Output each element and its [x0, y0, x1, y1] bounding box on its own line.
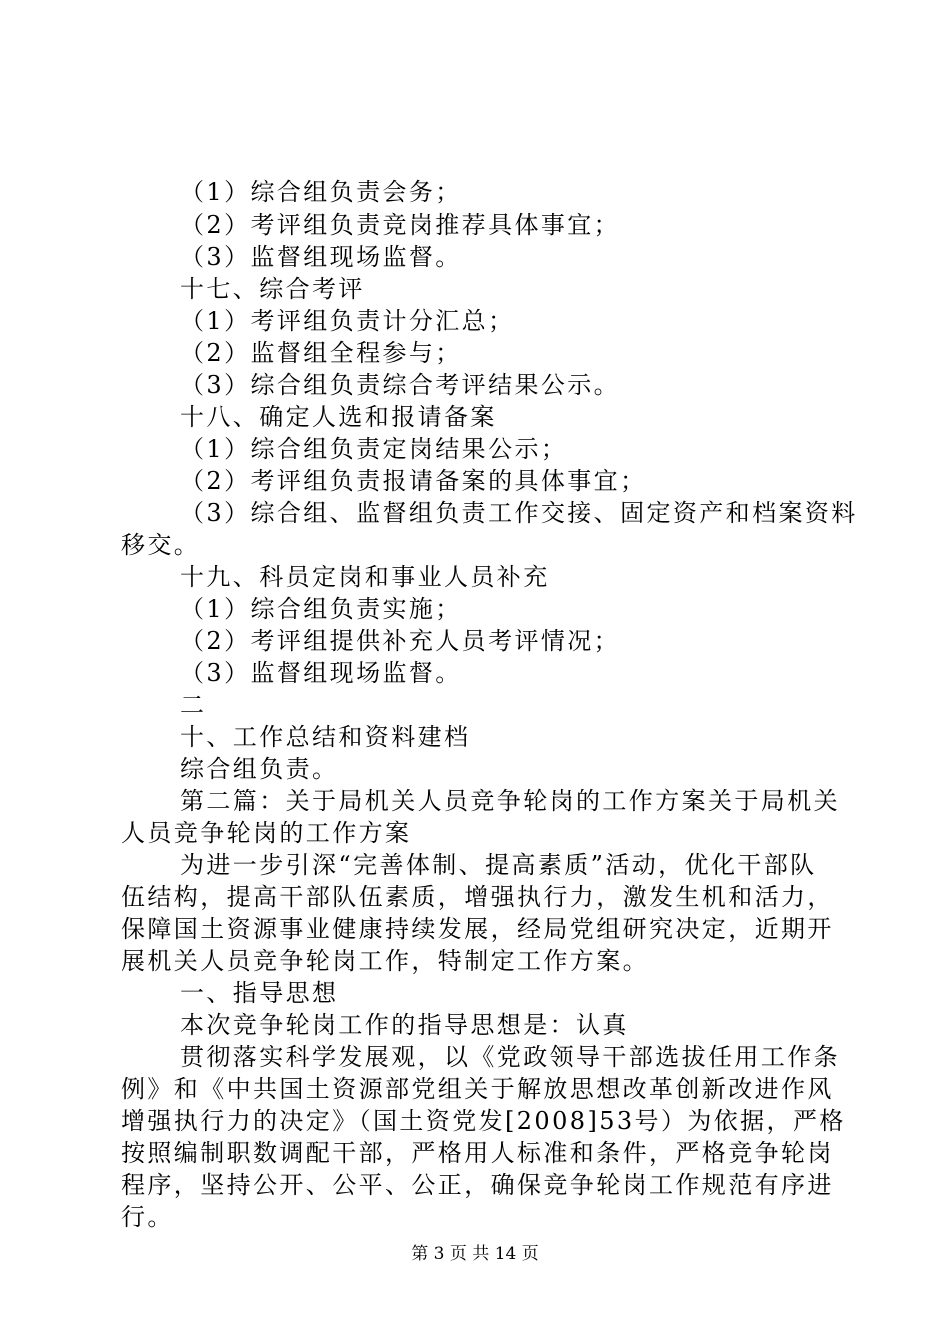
text-line: （3）监督组现场监督。 [180, 243, 462, 271]
chapter-heading: 人员竞争轮岗的工作方案 [121, 819, 412, 847]
paragraph-line: 贯彻落实科学发展观，以《党政领导干部选拔任用工作条 [180, 1043, 840, 1071]
text-line: （3）综合组负责综合考评结果公示。 [180, 371, 621, 399]
section-heading: 十、工作总结和资料建档 [180, 723, 471, 751]
section-heading: 十八、确定人选和报请备案 [180, 403, 497, 431]
text-line: （1）综合组负责定岗结果公示； [180, 435, 568, 463]
text-line: 综合组负责。 [180, 755, 339, 783]
section-heading: 一、指导思想 [180, 979, 339, 1007]
text-line: （3）监督组现场监督。 [180, 659, 462, 687]
paragraph-line: 增强执行力的决定》（国土资党发[2008]53号）为依据，严格 [121, 1107, 846, 1135]
chapter-heading: 第二篇：关于局机关人员竞争轮岗的工作方案关于局机关 [180, 787, 840, 815]
text-line: 移交。 [121, 531, 201, 559]
paragraph-line: 行。 [121, 1203, 174, 1231]
paragraph-line: 例》和《中共国土资源部党组关于解放思想改革创新改进作风 [121, 1075, 834, 1103]
text-line: （1）考评组负责计分汇总； [180, 307, 515, 335]
text-line: 二 [180, 691, 207, 719]
paragraph-line: 保障国土资源事业健康持续发展，经局党组研究决定，近期开 [121, 915, 834, 943]
paragraph-line: 按照编制职数调配干部，严格用人标准和条件，严格竞争轮岗 [121, 1139, 834, 1167]
page-footer: 第 3 页 共 14 页 [411, 1244, 539, 1264]
text-line: （3）综合组、监督组负责工作交接、固定资产和档案资料 [180, 499, 858, 527]
paragraph-line: 伍结构，提高干部队伍素质，增强执行力，激发生机和活力， [121, 883, 834, 911]
section-heading: 十七、综合考评 [180, 275, 365, 303]
paragraph-line: 为进一步引深“完善体制、提高素质”活动，优化干部队 [180, 851, 817, 879]
text-line: （1）综合组负责实施； [180, 595, 462, 623]
text-line: （2）考评组负责报请备案的具体事宜； [180, 467, 647, 495]
paragraph-line: 程序，坚持公开、公平、公正，确保竞争轮岗工作规范有序进 [121, 1171, 834, 1199]
text-line: （2）考评组提供补充人员考评情况； [180, 627, 621, 655]
section-heading: 十九、科员定岗和事业人员补充 [180, 563, 550, 591]
paragraph-line: 展机关人员竞争轮岗工作，特制定工作方案。 [121, 947, 649, 975]
paragraph-line: 本次竞争轮岗工作的指导思想是：认真 [180, 1011, 629, 1039]
text-line: （2）考评组负责竞岗推荐具体事宜； [180, 211, 621, 239]
text-line: （1）综合组负责会务； [180, 178, 462, 206]
text-line: （2）监督组全程参与； [180, 339, 462, 367]
